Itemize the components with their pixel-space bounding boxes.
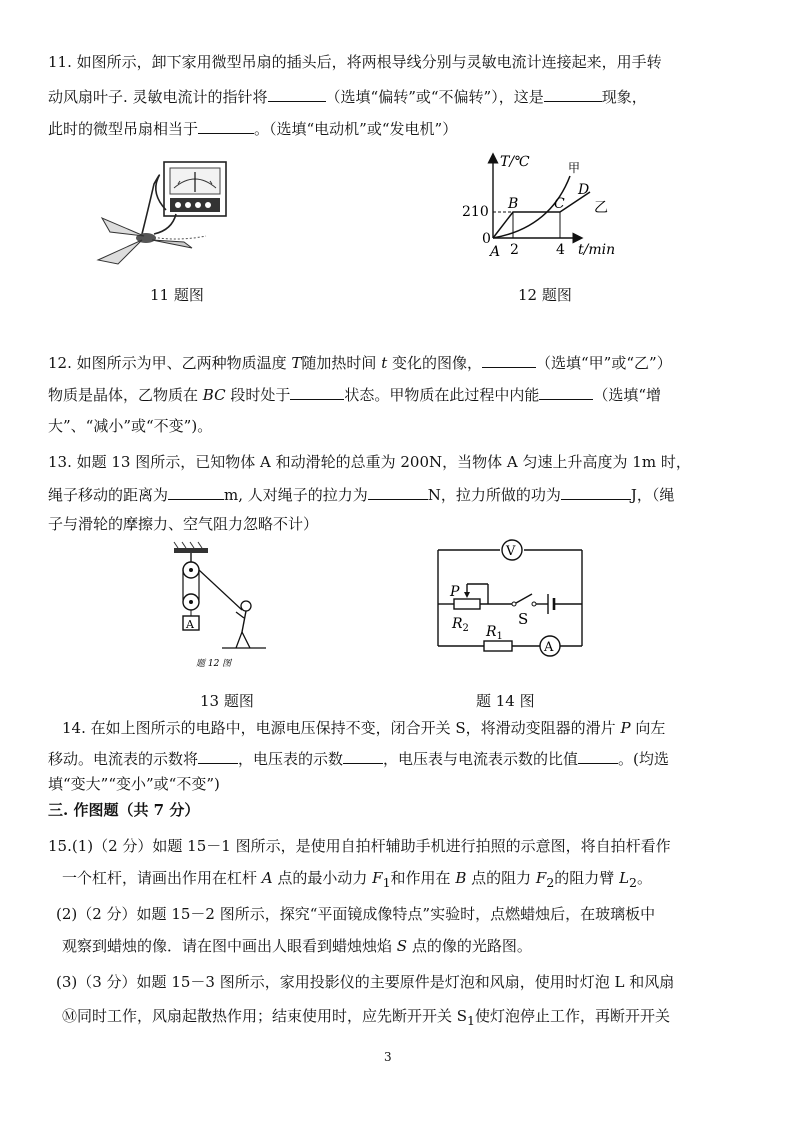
q13-line2: 绳子移动的距离为 m, 人对绳子的拉力为 N，拉力所做的功为 J，（绳 [48,486,675,504]
switch-label: S [518,610,529,628]
r2-label: $R_2$ [452,616,469,634]
q15-p3-line2: Ⓜ同时工作，风扇起散热作用；结束使用时，应先断开开关 $S_1$使灯泡停止工作，再断开开关 [62,1007,671,1028]
resistor-r1 [484,641,512,651]
fig11-galvanometer-fan [96,150,246,276]
answer-blank[interactable] [578,748,618,764]
point-a: A [490,244,501,260]
origin-label: 0 [482,231,491,247]
answer-blank[interactable] [168,484,224,500]
slider-label: P [450,584,460,600]
q14-line3: 填“变大”“变小”或“不变”) [48,775,220,793]
q11-line2: 动风扇叶子. 灵敏电流计的指针将 （选填“偏转”或“不偏转”），这是 现象， [48,88,647,106]
section3-title: 三. 作图题（共 7 分） [48,801,200,819]
switch-s [516,594,532,603]
ammeter-label: A [544,640,554,655]
point-b: B [508,196,519,212]
point-c: C [554,196,565,212]
answer-blank[interactable] [368,484,428,500]
q13-line1: 13. 如题 13 图所示，已知物体 A 和动滑轮的总重为 200N，当物体 A 匀速上升高度为 1m 时， [48,453,691,471]
fig14-caption: 题 14 图 [476,692,535,710]
fig13-inner-label: 题 12 图 [196,659,232,669]
x-tick-4: 4 [556,242,565,258]
answer-blank[interactable] [482,352,536,368]
y-tick-210: 210 [462,204,489,220]
block-label: A [186,618,194,631]
answer-blank[interactable] [343,748,383,764]
fig13-pulley [166,540,276,670]
y-axis-label: T/℃ [500,154,530,170]
q11-line3: 此时的微型吊扇相当于 。（选填“电动机”或“发电机”） [48,120,458,138]
q12-line3: 大”、“减小”或“不变”)。 [48,417,213,435]
q13-line3: 子与滑轮的摩擦力、空气阻力忽略不计） [48,515,319,533]
answer-blank[interactable] [198,748,238,764]
fig11-caption: 11 题图 [150,286,204,304]
q14-line1: 14. 在如上图所示的电路中，电源电压保持不变，闭合开关 S，将滑动变阻器的滑片 P 向左 [62,719,666,737]
fig12-temperature-graph [460,148,630,264]
fig14-circuit [430,536,598,664]
q15-p1-line1: 15.(1)（2 分）如题 15－1 图所示，是使用自拍杆辅助手机进行拍照的示意图，将自拍杆看作 [48,837,671,855]
answer-blank[interactable] [198,118,254,134]
q15-p3-line1: (3)（3 分）如题 15－3 图所示，家用投影仪的主要原件是灯泡和风扇，使用时灯泡 L 和风扇 [56,973,675,991]
fig12-caption: 12 题图 [518,286,572,304]
answer-blank[interactable] [539,384,593,400]
voltmeter-label: V [506,544,516,559]
q12-line1: 12. 如图所示为甲、乙两种物质温度 T随加热时间 t 变化的图像， （选填“甲”或“乙”） [48,354,672,372]
answer-blank[interactable] [561,484,631,500]
curve-label-jia: 甲 [568,161,581,175]
rheostat-r2 [454,599,480,609]
q14-line2: 移动。电流表的示数将 ，电压表的示数 ，电压表与电流表示数的比值 。(均选 [48,750,669,768]
q12-line2: 物质是晶体，乙物质在 BC 段时处于 状态。甲物质在此过程中内能 （选填“增 [48,386,662,404]
page-number: 3 [384,1050,392,1064]
x-tick-2: 2 [510,242,519,258]
q15-p2-line2: 观察到蜡烛的像．请在图中画出人眼看到蜡烛烛焰 S 点的像的光路图。 [62,937,532,955]
curve-label-yi: 乙 [594,200,608,216]
answer-blank[interactable] [290,384,344,400]
x-axis-label: t/min [578,242,616,258]
q11-line1: 11. 如图所示，卸下家用微型吊扇的插头后，将两根导线分别与灵敏电流计连接起来，用手转 [48,53,662,71]
answer-blank[interactable] [544,86,602,102]
fig13-caption: 13 题图 [200,692,254,710]
answer-blank[interactable] [268,86,326,102]
q15-p1-line2: 一个杠杆，请画出作用在杠杆 A 点的最小动力 $F_1$和作用在 B 点的阻力 $F_2$的阻力臂 $L_2$。 [62,869,652,890]
point-d: D [578,182,590,198]
r1-label: $R_1$ [486,624,503,642]
q15-p2-line1: (2)（2 分）如题 15－2 图所示，探究“平面镜成像特点”实验时，点燃蜡烛后，在玻璃板中 [56,905,656,923]
